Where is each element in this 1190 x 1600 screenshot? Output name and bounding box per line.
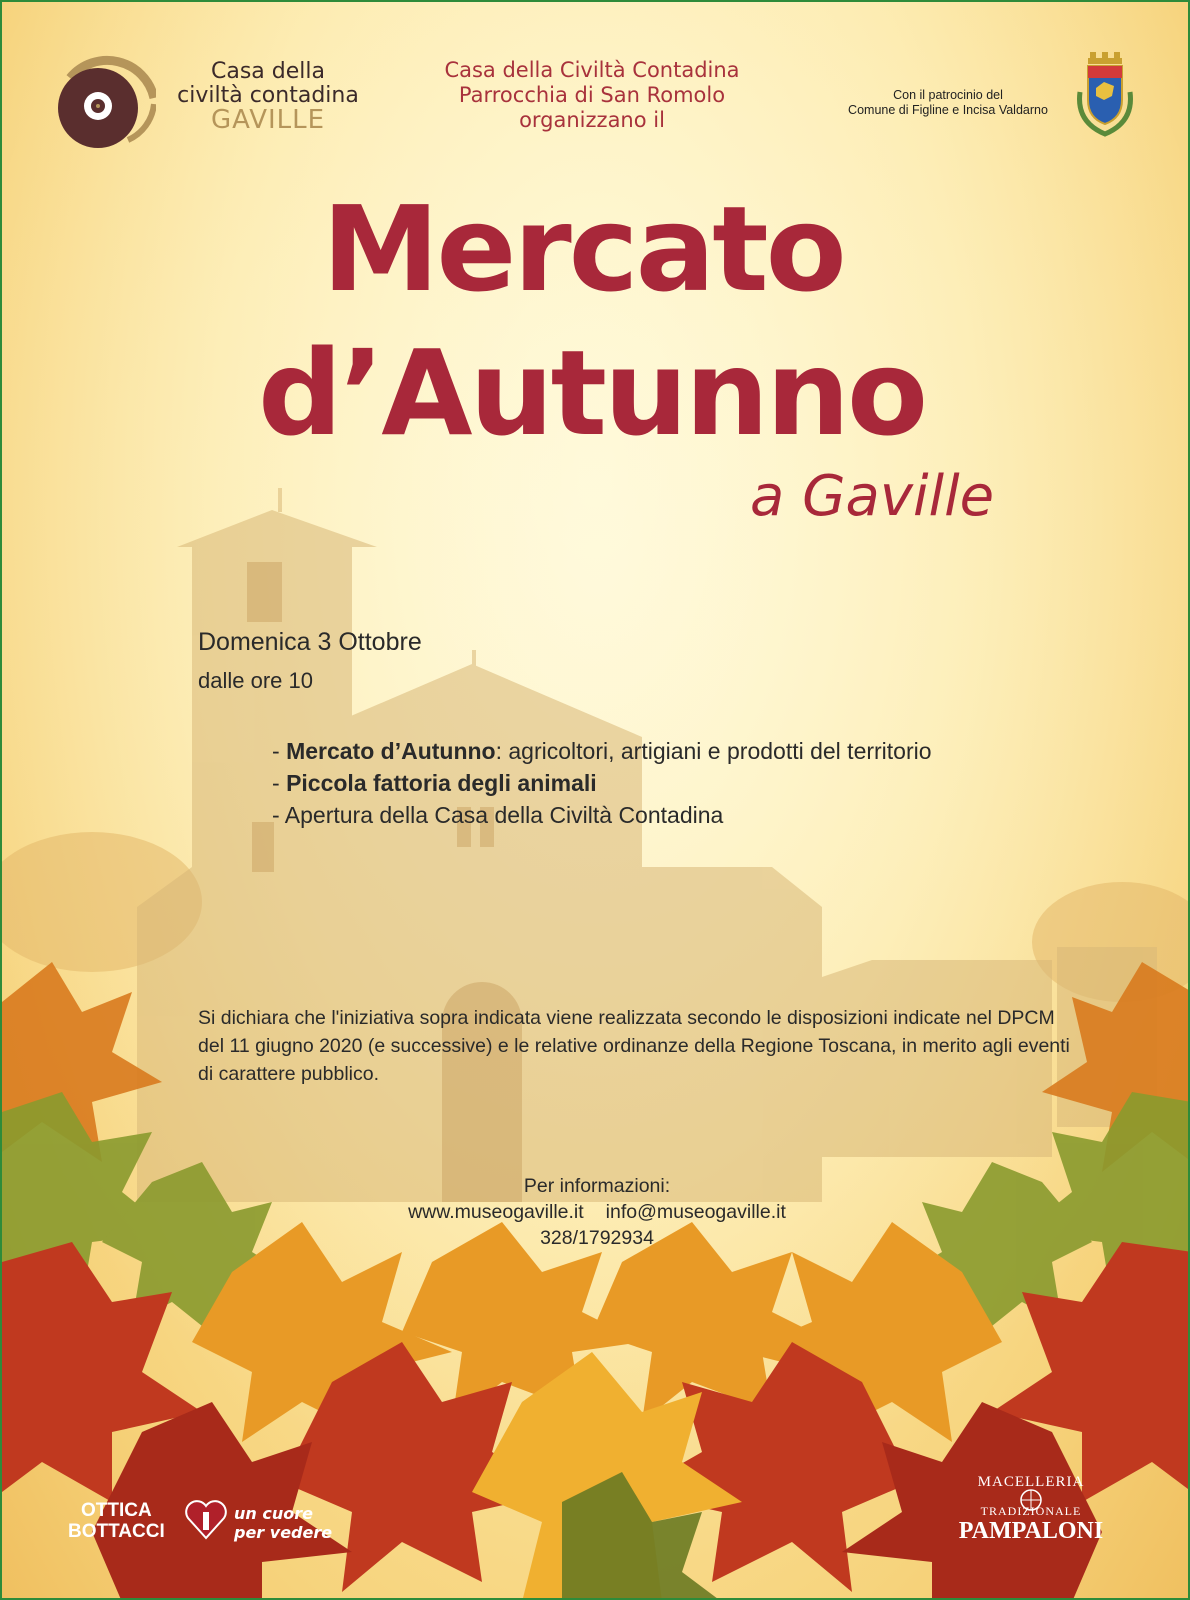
sponsor-ottica-bottacci [68,1500,165,1542]
info-label: Per informazioni: [523,1175,671,1197]
organizer-line1: Casa della Civiltà Contadina [444,58,740,82]
title-line2: d’Autunno [258,324,926,462]
program-item-text: : agricoltori, artigiani e prodotti del territorio [495,738,932,764]
sponsor-right-mid: TRADIZIONALE [980,1504,1082,1518]
municipal-crest-icon [1074,52,1136,138]
organizers [402,58,782,133]
sponsor-left-tagline [234,1504,332,1542]
sponsor-left-tag1: un cuore [234,1504,313,1523]
info-links [332,1199,862,1225]
phone-number: 328/1792934 [540,1227,654,1249]
program-item [272,767,932,799]
program-item-bold: Piccola fattoria degli animali [286,770,597,796]
event-time: dalle ore 10 [198,668,313,693]
organizer-line2: Parrocchia di San Romolo [458,83,726,107]
eye-logo-icon [56,54,156,148]
sponsor-left-line2: BOTTACCI [68,1521,165,1542]
organizer-line3: organizzano il [519,108,665,132]
program-item [272,735,932,767]
sponsor-right-top: MACELLERIA [977,1474,1085,1490]
logo-line3: GAVILLE [210,105,326,135]
logo-line2: civiltà contadina [177,83,359,108]
program-item-text: Apertura della Casa della Civiltà Contadina [284,802,724,828]
program-item-dash: - [272,770,287,796]
program-item-dash: - [272,738,287,764]
sponsor-left-line1: OTTICA [81,1500,152,1521]
sponsor-left-tag2: per vedere [234,1523,333,1542]
sponsor-right-bottom: PAMPALONI [958,1518,1104,1544]
patronage [828,88,1068,118]
program-item-bold: Mercato d’Autunno [286,738,496,764]
heart-icon [184,1498,228,1542]
sponsor-macelleria-pampaloni [946,1474,1116,1554]
program-item [272,799,932,831]
title-subtitle: a Gaville [750,464,995,529]
title-line1: Mercato [322,180,844,318]
patronage-line2: Comune di Figline e Incisa Valdarno [848,103,1048,117]
contact-info [332,1173,862,1251]
website-link[interactable]: www.museogaville.it [408,1201,584,1223]
museum-logo [56,54,376,148]
event-date: Domenica 3 Ottobre [198,628,422,656]
disclaimer: Si dichiara che l'iniziativa sopra indicata viene realizzata secondo le disposizioni indicate nel DPCM del 11 giugno 2020 (e successive) e le relative ordinanze della Regione Toscana, in merito agli eventi di carattere pubblico. [198,1007,1070,1085]
logo-line1: Casa della [211,59,325,84]
patronage-line1: Con il patrocinio del [893,88,1003,102]
program-item-dash: - [272,802,285,828]
email-link[interactable]: info@museogaville.it [605,1201,786,1223]
program-list [272,735,932,831]
museum-logo-text [168,59,368,135]
